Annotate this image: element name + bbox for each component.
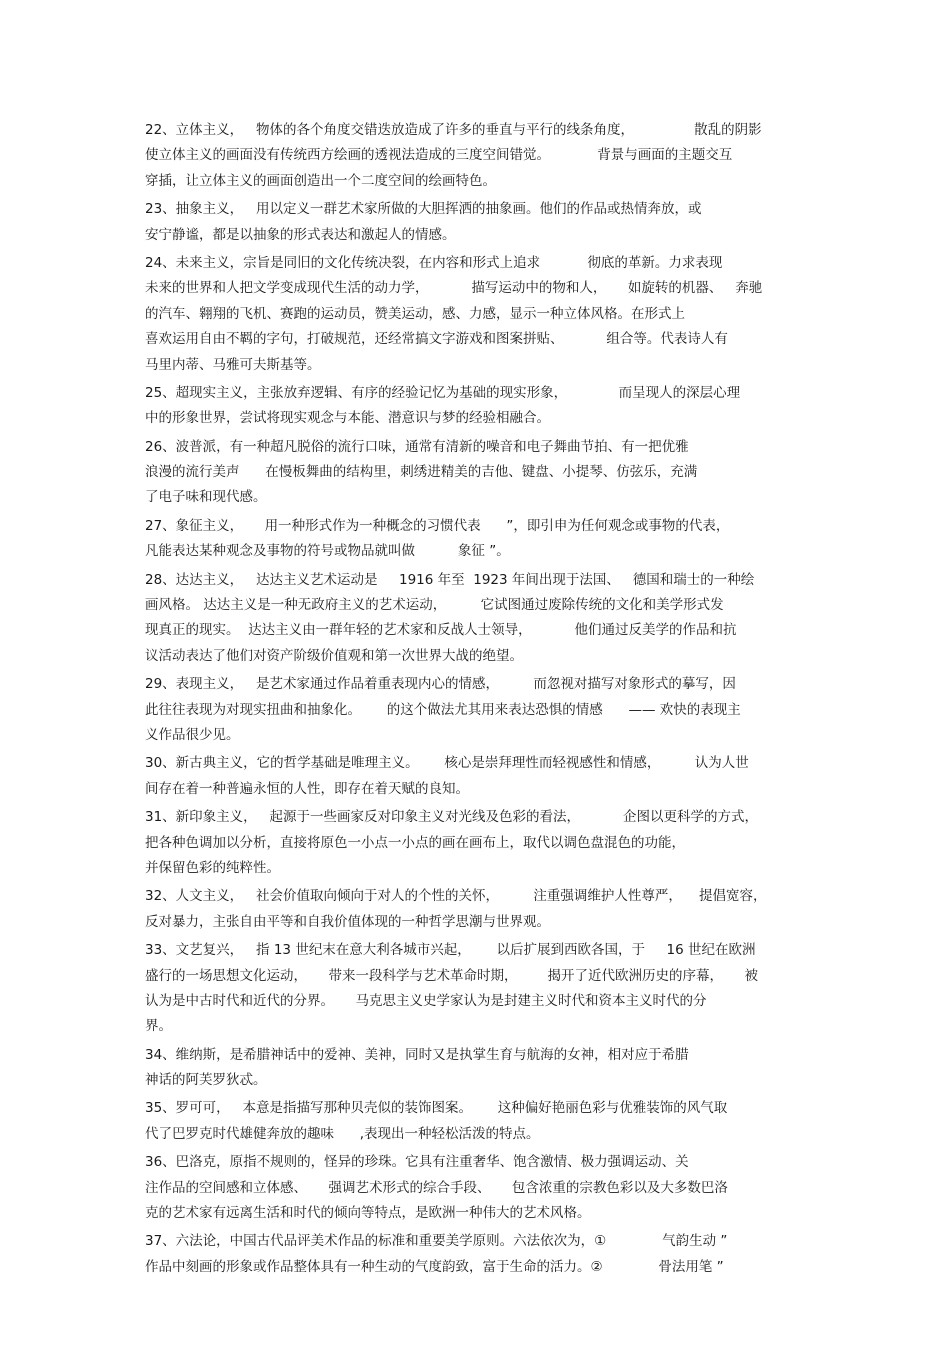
glossary-entry-24 — [145, 251, 810, 378]
entry-text-line: 34、维纳斯，是希腊神话中的爱神、美神，同时又是执掌生育与航海的女神，相对应于希腊 — [145, 1046, 689, 1063]
glossary-entry-23 — [145, 197, 810, 248]
entry-text-line: 安宁静谧，都是以抽象的形式表达和激起人的情感。 — [145, 226, 456, 243]
entry-text-line: 间存在着一种普遍永恒的人性，即存在着天赋的良知。 — [145, 780, 469, 797]
entry-text-line: 盛行的一场思想文化运动， 带来一段科学与艺术革命时期， 揭开了近代欧洲历史的序幕， 被 — [145, 967, 758, 984]
entry-text-line: 中的形象世界，尝试将现实观念与本能、潜意识与梦的经验相融合。 — [145, 410, 550, 427]
entry-text-line: 界。 — [145, 1018, 172, 1035]
glossary-entry-22 — [145, 118, 810, 194]
entry-text-line: 25、超现实主义，主张放弃逻辑、有序的经验记忆为基础的现实形象， 而呈现人的深层心理 — [145, 384, 741, 401]
glossary-entry-25 — [145, 381, 810, 432]
glossary-entry-26 — [145, 435, 810, 511]
glossary-entry-32 — [145, 884, 810, 935]
entry-text-line: 注作品的空间感和立体感、 强调艺术形式的综合手段、 包含浓重的宗教色彩以及大多数巴洛 — [145, 1179, 728, 1196]
glossary-entry-27 — [145, 514, 810, 565]
entry-text-line: 代了巴罗克时代雄健奔放的趣味 ,表现出一种轻松活泼的特点。 — [145, 1125, 540, 1142]
entry-text-line: 凡能表达某种观念及事物的符号或物品就叫做 象征 ”。 — [145, 543, 510, 560]
entry-text-line: 克的艺术家有远离生活和时代的倾向等特点，是欧洲一种伟大的艺术风格。 — [145, 1205, 591, 1222]
entry-text-line: 30、新古典主义，它的哲学基础是唯理主义。 核心是崇拜理性而轻视感性和情感， 认为人世 — [145, 755, 749, 772]
entry-text-line: 穿插，让立体主义的画面创造出一个二度空间的绘画特色。 — [145, 172, 496, 189]
entry-text-line: 把各种色调加以分析，直接将原色一小点一小点的画在画布上，取代以调色盘混色的功能， — [145, 834, 685, 851]
entry-text-line: 28、达达主义， 达达主义艺术运动是 1916 年至 1923 年间出现于法国、 德国和瑞士的一种绘 — [145, 571, 755, 588]
entry-text-line: 反对暴力，主张自由平等和自我价值体现的一种哲学思潮与世界观。 — [145, 913, 550, 930]
glossary-entry-31 — [145, 805, 810, 881]
entry-text-line: 的汽车、翱翔的飞机、赛跑的运动员，赞美运动，感、力感，显示一种立体风格。在形式上 — [145, 305, 685, 322]
entry-text-line: 议活动表达了他们对资产阶级价值观和第一次世界大战的绝望。 — [145, 647, 523, 664]
entry-text-line: 现真正的现实。 达达主义由一群年轻的艺术家和反战人士领导， 他们通过反美学的作品和抗 — [145, 622, 737, 639]
entry-text-line: 24、未来主义，宗旨是同旧的文化传统决裂，在内容和形式上追求 彻底的革新。力求表现 — [145, 254, 723, 271]
entry-text-line: 32、人文主义， 社会价值取向倾向于对人的个性的关怀， 注重强调维护人性尊严， 提倡宽容， — [145, 888, 767, 905]
entry-text-line: 23、抽象主义， 用以定义一群艺术家所做的大胆挥洒的抽象画。他们的作品或热情奔放，或 — [145, 201, 702, 218]
entry-text-line: 26、波普派，有一种超凡脱俗的流行口味，通常有清新的噪音和电子舞曲节拍、有一把优雅 — [145, 438, 689, 455]
entry-text-line: 浪漫的流行美声 在慢板舞曲的结构里，刺绣进精美的吉他、键盘、小提琴、仿弦乐，充满 — [145, 464, 698, 481]
entry-text-line: 马里内蒂、马雅可夫斯基等。 — [145, 356, 321, 373]
entry-text-line: 31、新印象主义， 起源于一些画家反对印象主义对光线及色彩的看法， 企图以更科学的方式， — [145, 809, 758, 826]
glossary-entry-34 — [145, 1043, 810, 1094]
entry-text-line: 喜欢运用自由不羁的字句，打破规范，还经常搞文字游戏和图案拼贴、 组合等。代表诗人有 — [145, 331, 728, 348]
glossary-entry-28 — [145, 568, 810, 670]
entry-text-line: 35、罗可可， 本意是指描写那种贝壳似的装饰图案。 这种偏好艳丽色彩与优雅装饰的风气取 — [145, 1100, 728, 1117]
entry-text-line: 37、六法论，中国古代品评美术作品的标准和重要美学原则。六法依次为，① 气韵生动 ” — [145, 1233, 728, 1250]
glossary-entry-29 — [145, 672, 810, 748]
entry-text-line: 了电子味和现代感。 — [145, 489, 267, 506]
glossary-entry-36 — [145, 1150, 810, 1226]
entry-text-line: 36、巴洛克，原指不规则的，怪异的珍珠。它具有注重奢华、饱含激情、极力强调运动、关 — [145, 1154, 689, 1171]
entry-text-line: 认为是中古时代和近代的分界。 马克思主义史学家认为是封建主义时代和资本主义时代的分 — [145, 992, 707, 1009]
entry-text-line: 33、文艺复兴， 指 13 世纪末在意大利各城市兴起， 以后扩展到西欧各国，于 16 世纪在欧洲 — [145, 942, 756, 959]
entry-text-line: 29、表现主义， 是艺术家通过作品着重表现内心的情感， 而忽视对描写对象形式的摹写，因 — [145, 676, 736, 693]
document-body — [145, 118, 810, 1283]
glossary-entry-33 — [145, 938, 810, 1040]
entry-text-line: 此往往表现为对现实扭曲和抽象化。 的这个做法尤其用来表达恐惧的情感 —— 欢快的表现主 — [145, 701, 741, 718]
entry-text-line: 未来的世界和人把文学变成现代生活的动力学， 描写运动中的物和人， 如旋转的机器、 奔驰 — [145, 280, 763, 297]
glossary-entry-30 — [145, 751, 810, 802]
glossary-entry-35 — [145, 1096, 810, 1147]
entry-text-line: 22、立体主义， 物体的各个角度交错迭放造成了许多的垂直与平行的线条角度， 散乱的阴影 — [145, 122, 762, 138]
entry-text-line: 作品中刻画的形象或作品整体具有一种生动的气度韵致，富于生命的活力。② 骨法用笔 ” — [145, 1258, 724, 1275]
entry-text-line: 神话的阿芙罗狄忒。 — [145, 1072, 267, 1089]
glossary-entry-37 — [145, 1229, 810, 1280]
entry-text-line: 义作品很少见。 — [145, 726, 240, 743]
entry-text-line: 并保留色彩的纯粹性。 — [145, 859, 280, 876]
entry-text-line: 27、象征主义， 用一种形式作为一种概念的习惯代表 ”，即引申为任何观念或事物的代表， — [145, 517, 730, 534]
entry-text-line: 使立体主义的画面没有传统西方绘画的透视法造成的三度空间错觉。 背景与画面的主题交互 — [145, 147, 733, 164]
entry-text-line: 画风格。 达达主义是一种无政府主义的艺术运动， 它试图通过废除传统的文化和美学形式发 — [145, 597, 724, 614]
